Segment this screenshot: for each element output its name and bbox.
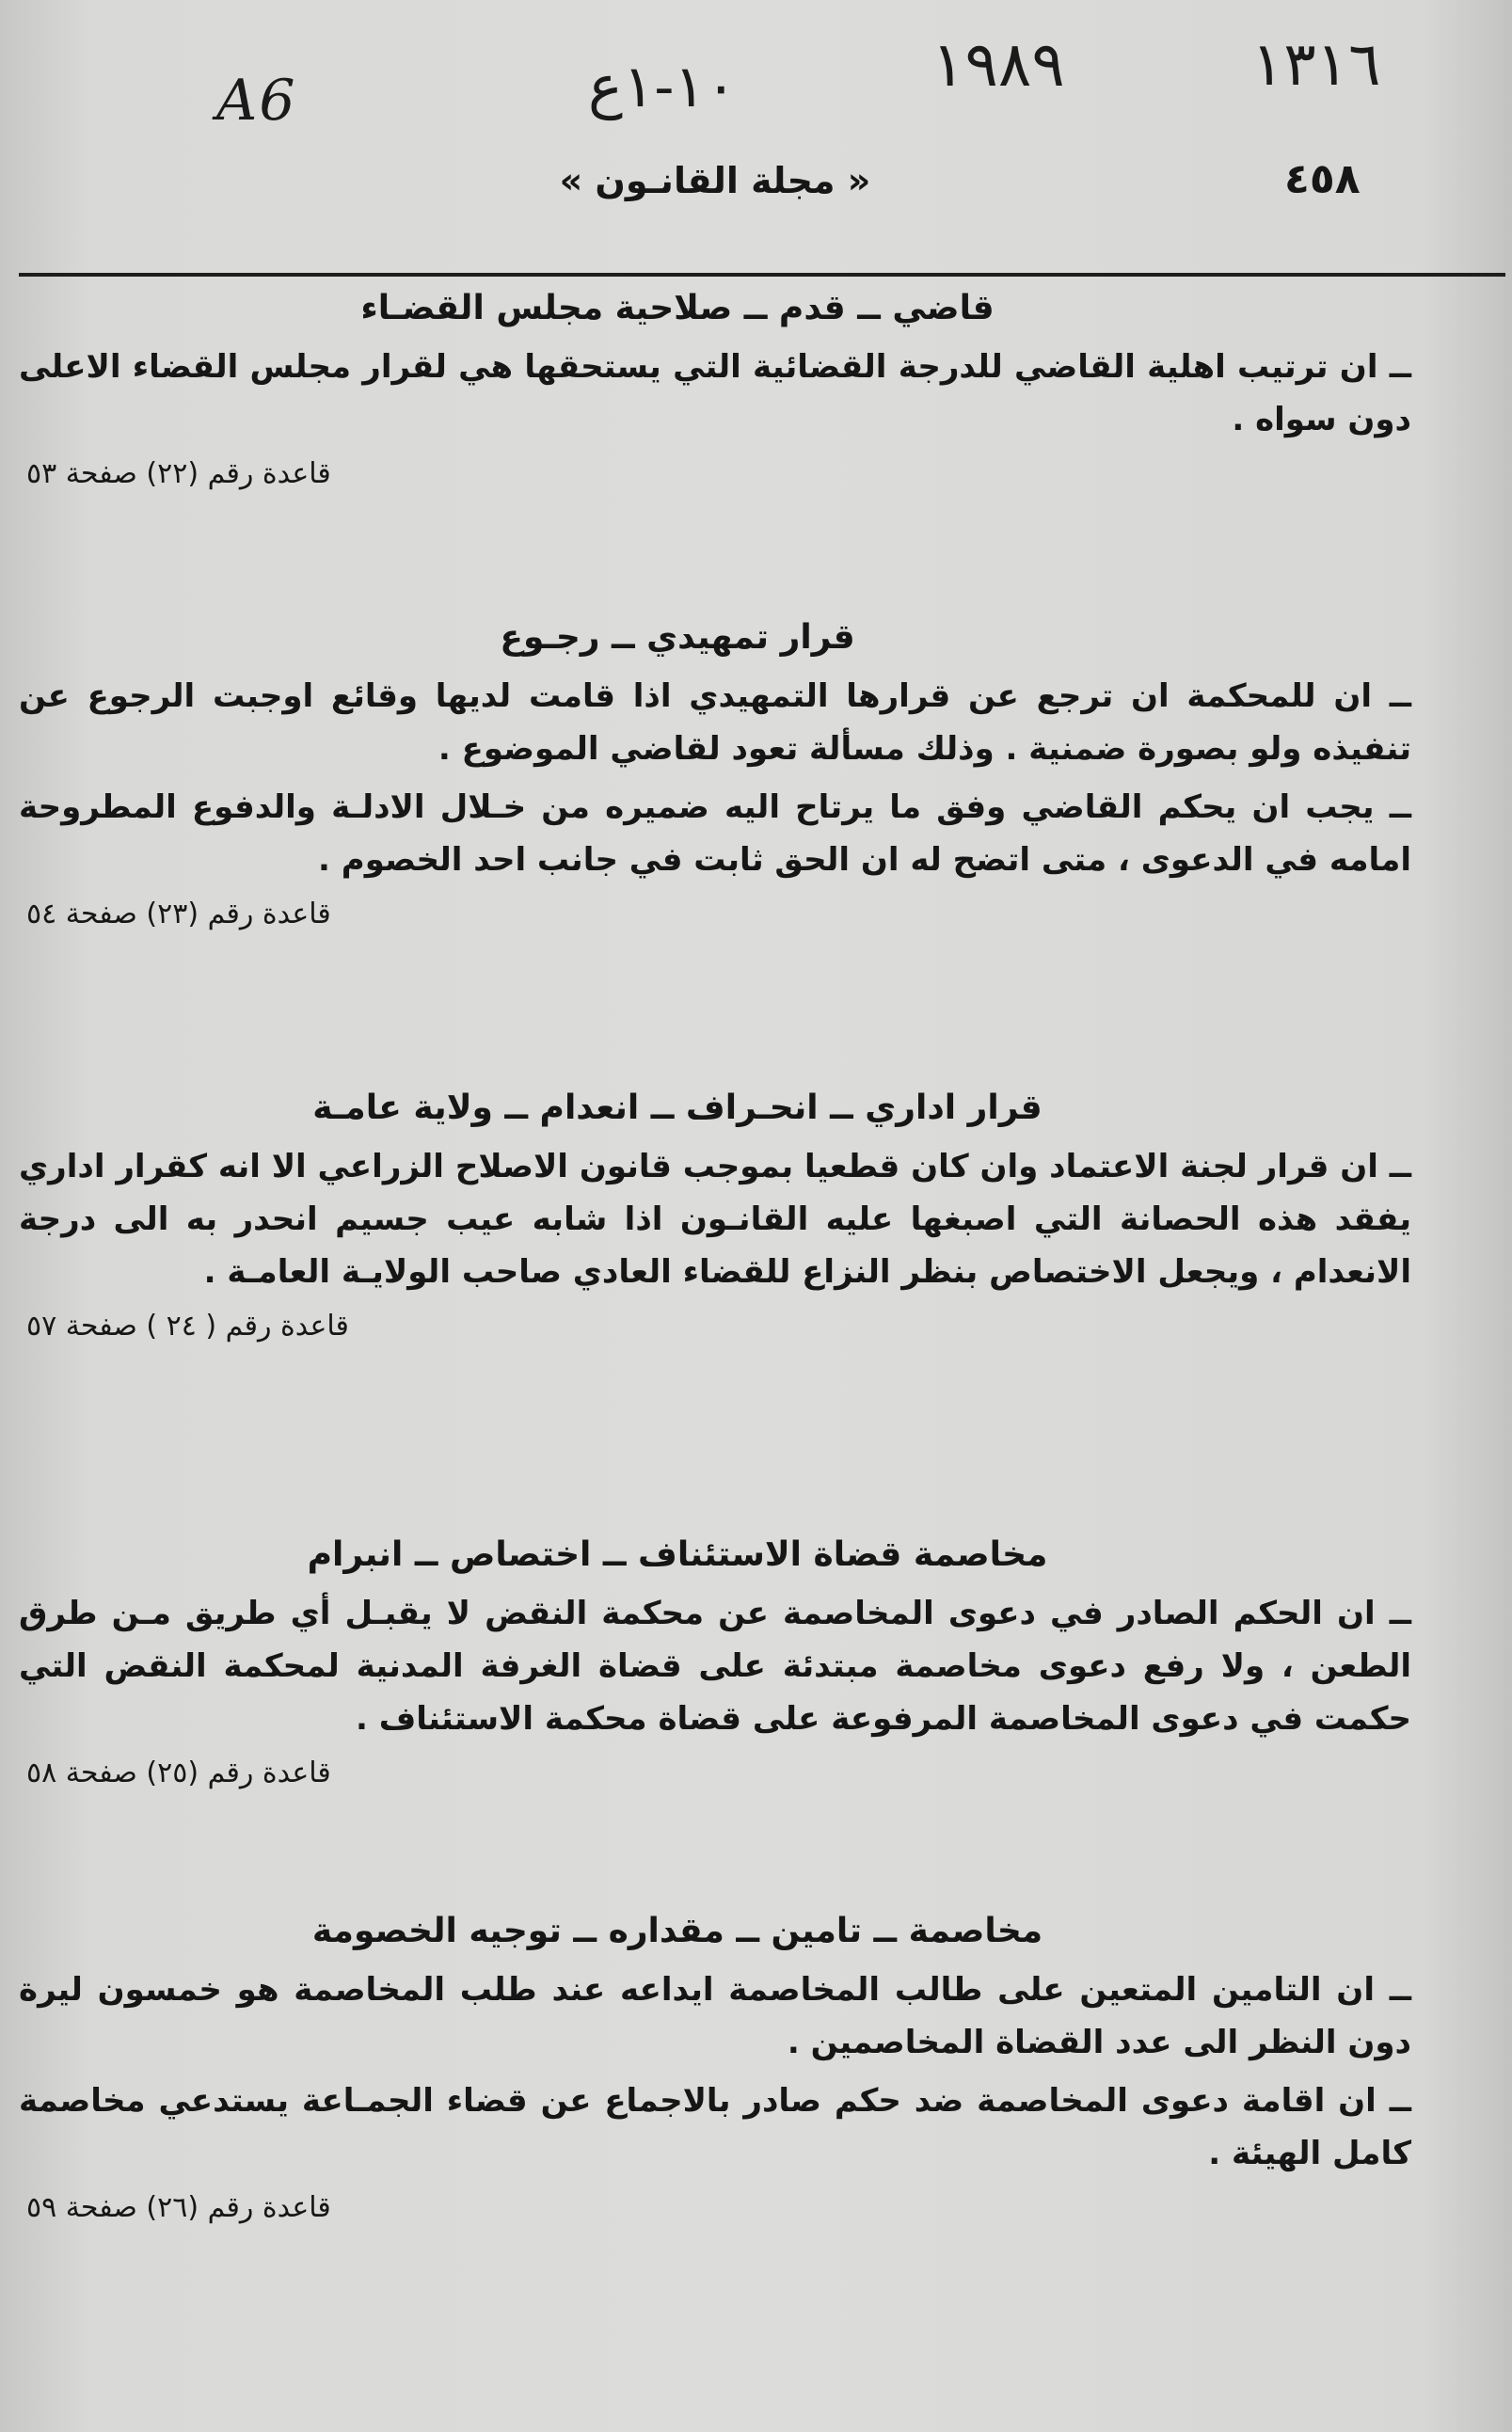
page-number: ٤٥٨ [1284, 155, 1361, 203]
journal-title: « مجلة القانـون » [559, 160, 871, 201]
header-divider [19, 273, 1505, 277]
section-2 [19, 612, 1411, 937]
rule-reference: قاعدة رقم (٢٣) صفحة ٥٤ [26, 898, 331, 930]
rule-reference: قاعدة رقم (٢٦) صفحة ٥٩ [26, 2191, 331, 2224]
section-heading: قاضي ــ قدم ــ صلاحية مجلس القضـاء [360, 289, 995, 327]
section-paragraph: ــ ان اقامة دعوى المخاصمة ضد حكم صادر بالاجماع عن قضاء الجمـاعة يستدعي مخاصمة كامل الهيئة . [19, 2082, 1411, 2172]
section-paragraph: ــ ان التامين المتعين على طالب المخاصمة ايداعه عند طلب المخاصمة هو خمسون ليرة دون النظر الى عدد القضاة المخاصمين . [19, 1971, 1411, 2061]
rule-reference: قاعدة رقم (٢٢) صفحة ٥٣ [26, 457, 331, 490]
section-1 [19, 282, 1411, 497]
section-heading: قرار اداري ــ انحـراف ــ انعدام ــ ولاية عامـة [312, 1089, 1042, 1127]
section-4 [19, 1529, 1411, 1796]
rule-reference: قاعدة رقم (٢٥) صفحة ٥٨ [26, 1756, 331, 1789]
section-paragraph: ــ ان ترتيب اهلية القاضي للدرجة القضائية التي يستحقها هي لقرار مجلس القضاء الاعلى دون سواه . [19, 348, 1411, 438]
handwritten-note-top-right: ١٣١٦ [1251, 30, 1381, 100]
section-heading: قرار تمهيدي ــ رجـوع [500, 618, 855, 657]
section-5 [19, 1905, 1411, 2231]
section-heading: مخاصمة ــ تامين ــ مقداره ــ توجيه الخصومة [311, 1912, 1043, 1950]
handwritten-note-top-center-1: ١٠-١ع [588, 52, 737, 120]
rule-reference: قاعدة رقم ( ٢٤ ) صفحة ٥٧ [26, 1310, 349, 1343]
handwritten-note-top-center-2: ١٩٨٩ [931, 28, 1065, 101]
section-paragraph: ــ ان للمحكمة ان ترجع عن قرارها التمهيدي اذا قامت لديها وقائع اوجبت الرجوع عن تنفيذه ولو بصورة ضمنية . وذلك مسألة تعود لقاضي الموضوع . [19, 677, 1411, 768]
section-paragraph: ــ ان قرار لجنة الاعتماد وان كان قطعيا بموجب قانون الاصلاح الزراعي الا انه كقرار اداري يفقد هذه الحصانة التي اصبغها عليه القانـون اذا شابه عيب جسيم انحدر به الى درجة الانعدام ، ويجعل الاختصاص بنظر النزاع للقضاء العادي صاحب الولايـة العامـة . [19, 1148, 1411, 1291]
section-paragraph: ــ ان الحكم الصادر في دعوى المخاصمة عن محكمة النقض لا يقبـل أي طريق مـن طرق الطعن ، ولا رفع دعوى مخاصمة مبتدئة على قضاة الغرفة المدنية لمحكمة النقض التي حكمت في دعوى المخاصمة المرفوعة على قضاة محكمة الاستئناف . [19, 1595, 1411, 1738]
handwritten-note-top-left: A6 [216, 68, 297, 134]
section-paragraph: ــ يجب ان يحكم القاضي وفق ما يرتاح اليه ضميره من خـلال الادلـة والدفوع المطروحة امامه في الدعوى ، متى اتضح له ان الحق ثابت في جانب احد الخصوم . [19, 788, 1411, 879]
section-3 [19, 1082, 1411, 1349]
section-heading: مخاصمة قضاة الاستئناف ــ اختصاص ــ انبرام [307, 1535, 1048, 1574]
